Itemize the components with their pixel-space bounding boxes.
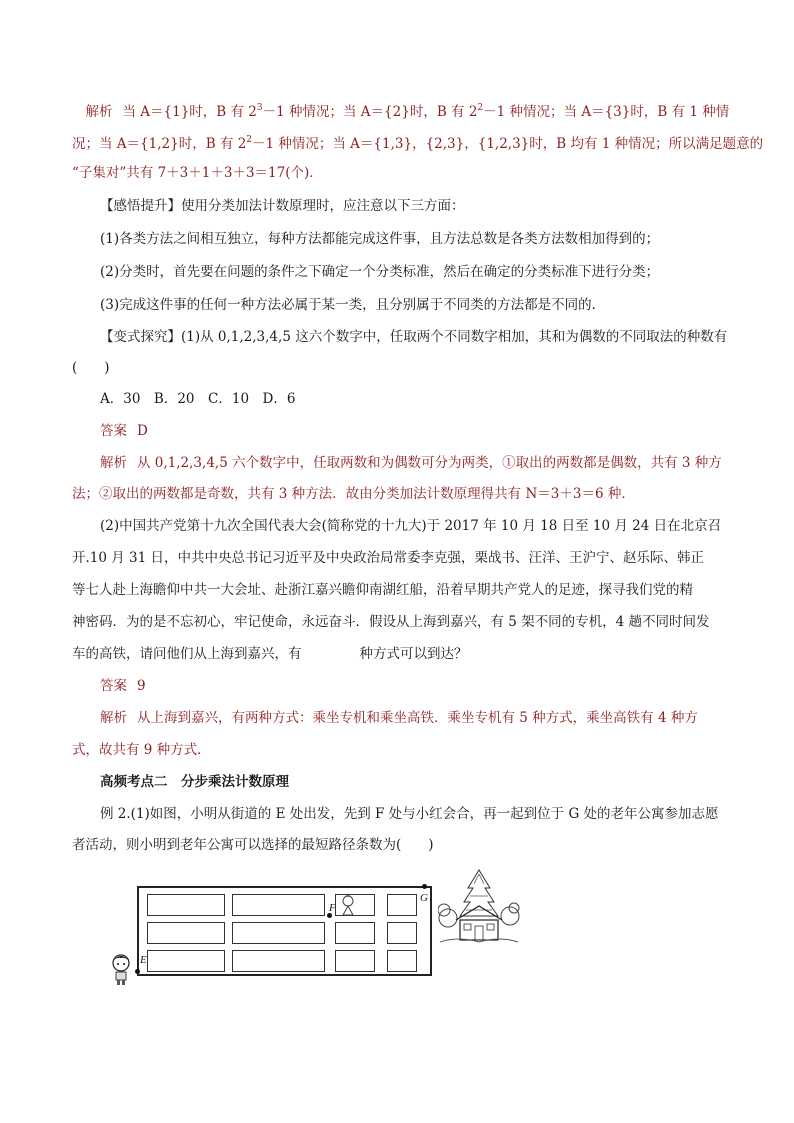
explanation-2-line-1: 解析 从上海到嘉兴，有两种方式：乘坐专机和乘坐高铁．乘坐专机有 5 种方式，乘坐高铁有 4 种方 bbox=[100, 710, 698, 726]
block bbox=[335, 922, 375, 944]
example-line-2: 者活动，则小明到老年公寓可以选择的最短路径条数为( ) bbox=[72, 837, 434, 853]
insight-point-1: (1)各类方法之间相互独立，每种方法都能完成这件事，且方法总数是各类方法数相加得到的； bbox=[100, 231, 660, 247]
nursing-home-icon bbox=[438, 868, 520, 944]
answer-paren: ( ) bbox=[72, 360, 110, 376]
answer-2: 答案 9 bbox=[100, 678, 146, 694]
answer-1: 答案 D bbox=[100, 423, 148, 439]
block bbox=[335, 950, 375, 972]
label-f: F bbox=[329, 902, 336, 914]
analysis-line-1: 解析 当 A＝{1}时，B 有 $2^3-1$ 种情况；当 A＝{2}时，B 有 $2^2-1$ 种情况；当 A＝{3}时，B 有 1 种情 bbox=[85, 103, 730, 120]
insight-point-2: (2)分类时，首先要在问题的条件之下确定一个分类标准，然后在确定的分类标准下进行分类； bbox=[100, 264, 660, 280]
insight-point-3: (3)完成这件事的任何一种方法必属于某一类，且分别属于不同类的方法都是不同的． bbox=[100, 297, 606, 313]
explanation-1-line-1: 解析 从 0,1,2,3,4,5 六个数字中，任取两数和为偶数可分为两类，①取出的两数都是偶数，共有 3 种方 bbox=[100, 455, 722, 471]
boy-figure bbox=[108, 952, 134, 986]
analysis-label: 解析 bbox=[85, 104, 113, 120]
question-2-line-5: 车的高铁，请问他们从上海到嘉兴，有 种方式可以到达？ bbox=[72, 646, 468, 662]
question-2-line-4: 神密码．为的是不忘初心，牢记使命，永远奋斗．假设从上海到嘉兴，有 5 架不同的专机，4 趟不同时间发 bbox=[72, 614, 710, 630]
example-line-1: 例 2.(1)如图，小明从街道的 E 处出发，先到 F 处与小红会合，再一起到位于 G 处的老年公寓参加志愿 bbox=[100, 806, 719, 822]
label-g: G bbox=[420, 892, 428, 904]
block bbox=[232, 894, 325, 916]
block bbox=[147, 922, 225, 944]
girl-figure bbox=[339, 894, 357, 916]
block bbox=[232, 950, 325, 972]
label-e: E bbox=[140, 954, 147, 966]
question-2-line-3: 等七人赴上海瞻仰中共一大会址、赴浙江嘉兴瞻仰南湖红船，沿着早期共产党人的足迹，探寻我们党的精 bbox=[72, 582, 693, 598]
question-2-line-2: 开.10 月 31 日，中共中央总书记习近平及中央政治局常委李克强，栗战书、汪洋、王沪宁、赵乐际、韩正 bbox=[72, 550, 705, 566]
variant-question: 【变式探究】(1)从 0,1,2,3,4,5 这六个数字中，任取两个不同数字相加，其和为偶数的不同取法的种数有 bbox=[100, 329, 728, 345]
explanation-1-line-2: 法；②取出的两数都是奇数，共有 3 种方法．故由分类加法计数原理得共有 N＝3＋3＝6 种． bbox=[72, 486, 635, 502]
choices: A．30 B．20 C．10 D．6 bbox=[100, 391, 296, 407]
block bbox=[387, 922, 417, 944]
block bbox=[387, 894, 417, 916]
street-map bbox=[137, 886, 432, 976]
block bbox=[147, 894, 225, 916]
question-2-line-1: (2)中国共产党第十九次全国代表大会(简称党的十九大)于 2017 年 10 月 18 日至 10 月 24 日在北京召 bbox=[100, 518, 722, 534]
analysis-line-3: “子集对”共有 7＋3＋1＋3＋3＝17(个)． bbox=[72, 165, 323, 181]
point-g-dot bbox=[422, 884, 427, 889]
explanation-2-line-2: 式，故共有 9 种方式． bbox=[72, 742, 211, 758]
block bbox=[232, 922, 325, 944]
block bbox=[147, 950, 225, 972]
section-heading: 高频考点二 分步乘法计数原理 bbox=[100, 774, 289, 790]
insight-heading: 【感悟提升】使用分类加法计数原理时，应注意以下三方面： bbox=[100, 198, 465, 214]
analysis-line-2: 况；当 A＝{1,2}时，B 有 $2^2-1$ 种情况；当 A＝{1,3}，{2,3}，{1,2,3}时，B 均有 1 种情况；所以满足题意的 bbox=[72, 135, 764, 152]
block bbox=[387, 950, 417, 972]
point-e-dot bbox=[135, 969, 140, 974]
